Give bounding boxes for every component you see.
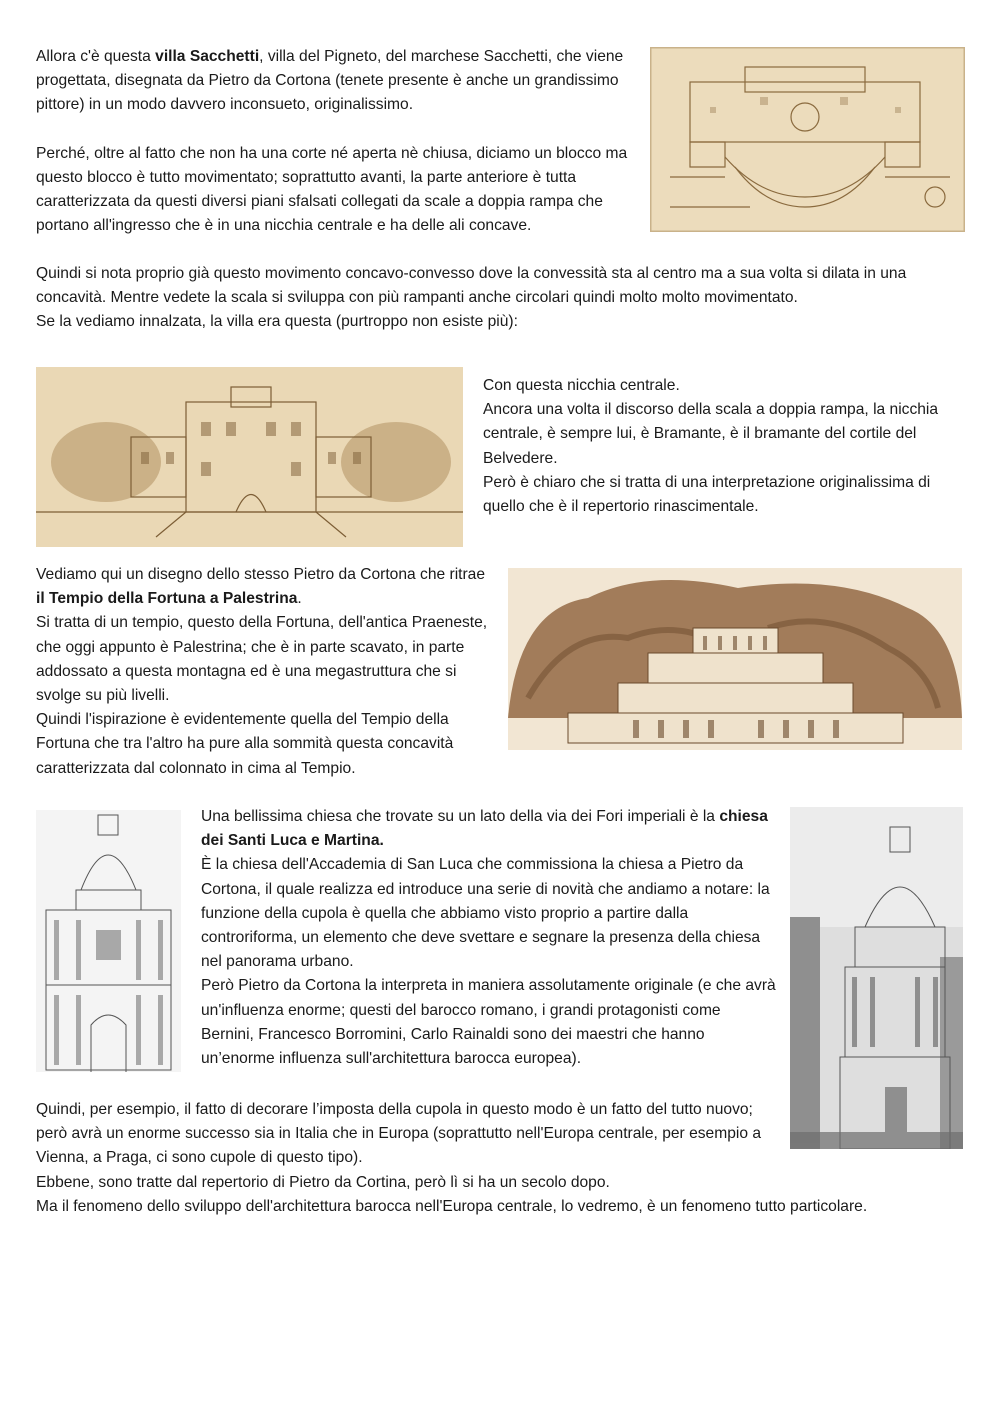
paragraph: Ma il fenomeno dello sviluppo dell'architettura barocca nell'Europa centrale, lo vedremo, è un fenomeno tutto particolare. bbox=[36, 1198, 868, 1216]
paragraph: Però è chiaro che si tratta di una interpretazione originalissima di quello che è il repertorio rinascimentale. bbox=[483, 473, 931, 516]
paragraph: Ebbene, sono tratte dal repertorio di Pietro da Cortina, però lì si ha un secolo dopo. bbox=[36, 1174, 610, 1191]
closing-text-continued bbox=[36, 1171, 966, 1219]
villa-sacchetti-intro bbox=[36, 45, 636, 238]
santi-luca-martina-photo-image bbox=[790, 807, 963, 1149]
villa-sacchetti-plan-image bbox=[650, 47, 965, 232]
santi-luca-martina-bold: chiesa dei Santi Luca e Martina. bbox=[201, 808, 768, 850]
tempio-fortuna-text bbox=[36, 563, 496, 781]
paragraph: Quindi si nota proprio già questo movimento concavo-convesso dove la convessità sta al centro ma a sua volta si dilata in una concavità. Mentre vedete la scala si sviluppa con più rampanti anche circolari quindi molto molto movimentato. bbox=[36, 265, 907, 307]
paragraph: Con questa nicchia centrale. bbox=[483, 377, 680, 394]
paragraph: Si tratta di un tempio, questo della Fortuna, dell'antica Praeneste, che oggi appunto è Palestrina; che è in parte scavato, in parte addossato a questa montagna ed è una megastruttura che si svolge su più livelli. bbox=[36, 614, 488, 705]
paragraph: Una bellissima chiesa che trovate su un lato della via dei Fori imperiali è la chiesa dei Santi Luca e Martina. bbox=[201, 808, 768, 850]
paragraph: Se la vediamo innalzata, la villa era questa (purtroppo non esiste più): bbox=[36, 313, 518, 331]
paragraph: Quindi l'ispirazione è evidentemente quella del Tempio della Fortuna che tra l'altro ha pure alla sommità questa concavità caratterizzata dal colonnato in cima al Tempio. bbox=[36, 711, 454, 777]
santi-luca-martina-text bbox=[201, 805, 776, 1071]
paragraph: Quindi, per esempio, il fatto di decorare l’imposta della cupola in questo modo è un fatto del tutto nuovo; però avrà un enorme successo sia in Italia che in Europa (soprattutto nell'Europa centrale, per esempio a Vienna, a Praga, ci sono cupole di questo tipo). bbox=[36, 1101, 762, 1167]
villa-sacchetti-continuation bbox=[36, 262, 966, 335]
paragraph: Allora c'è questa villa Sacchetti, villa del Pigneto, del marchese Sacchetti, che viene progettata, disegnata da Pietro da Cortona (tenete presente è anche un grandissimo pittore) in un modo davvero inconsueto, originalissimo. bbox=[36, 48, 624, 114]
paragraph: Ancora una volta il discorso della scala a doppia rampa, la nicchia centrale, è sempre lui, è Bramante, è il bramante del cortile del Belvedere. bbox=[483, 401, 939, 467]
tempio-fortuna-bold: il Tempio della Fortuna a Palestrina bbox=[36, 590, 298, 608]
closing-text bbox=[36, 1098, 786, 1171]
santi-luca-martina-engraving-image bbox=[36, 810, 181, 1072]
villa-sacchetti-elevation-image bbox=[36, 367, 463, 547]
villa-sacchetti-bold: villa Sacchetti bbox=[155, 48, 260, 65]
paragraph: Perché, oltre al fatto che non ha una corte né aperta nè chiusa, diciamo un blocco ma questo blocco è tutto movimentato; soprattutto avanti, la parte anteriore è tutta caratterizzata da questi diversi piani sfalsati collegati da scale a doppia rampa che portano all'ingresso che è in una nicchia centrale e ha delle ali concave. bbox=[36, 144, 628, 235]
paragraph: Però Pietro da Cortona la interpreta in maniera assolutamente originale (e che avrà un'influenza enorme; questi del barocco romano, i grandi protagonisti come Bernini, Francesco Borromini, Carlo Rainaldi sono dei maestri che hanno un’enorme influenza sull'architettura barocca europea). bbox=[201, 977, 776, 1068]
paragraph: Vediamo qui un disegno dello stesso Pietro da Cortona che ritrae il Tempio della Fortuna a Palestrina. bbox=[36, 566, 486, 608]
paragraph: È la chiesa dell'Accademia di San Luca che commissiona la chiesa a Pietro da Cortona, il quale realizza ed introduce una serie di novità che andiamo a notare: la funzione della cupola è quella che abbiamo visto proprio a partire dalla controriforma, un elemento che deve svettare e segnare la presenza della chiesa nel panorama urbano. bbox=[201, 856, 770, 971]
villa-sacchetti-elevation-text bbox=[483, 374, 958, 519]
tempio-fortuna-drawing-image bbox=[508, 568, 962, 750]
